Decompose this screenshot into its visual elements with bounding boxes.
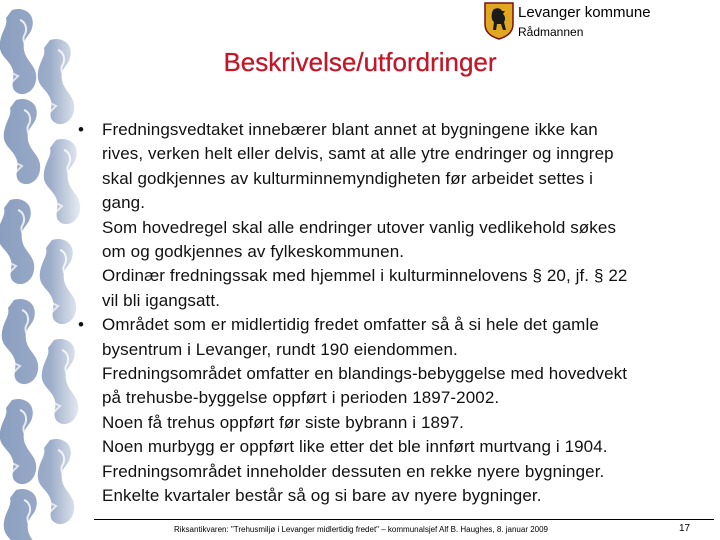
- bullet-line: på trehusbe-byggelse oppført i perioden 1897-2002.: [102, 388, 500, 408]
- bullet-line: Fredningsområdet omfatter en blandings-bebyggelse med hovedvekt: [102, 364, 628, 384]
- bullet-line: Fredningsområdet inneholder dessuten en rekke nyere bygninger.: [102, 461, 605, 481]
- bullet-line: gang.: [102, 193, 146, 213]
- bullet-line: Noen murbygg er oppført like etter det ble innført murtvang i 1904.: [102, 437, 608, 457]
- bullet-line: Fredningsvedtaket innebærer blant annet at bygningene ikke kan: [102, 120, 598, 139]
- bullet-line: vil bli igangsatt.: [102, 290, 221, 310]
- bullet-line: Ordinær fredningssak med hjemmel i kulturminnelovens § 20, jf. § 22: [102, 266, 628, 286]
- bullet-marker: •: [78, 120, 84, 139]
- slide-content: [78, 118, 718, 509]
- bullet-line: Området som er midlertidig fredet omfatter så å si hele det gamle: [102, 315, 599, 335]
- bullet-line: om og godkjennes av fylkeskommunen.: [102, 242, 405, 262]
- bullet-line: Enkelte kvartaler består så og si bare av nyere bygninger.: [102, 486, 542, 506]
- bullet-line: Noen få trehus oppført før siste bybrann i 1897.: [102, 412, 464, 432]
- bullet-line: skal godkjennes av kulturminnemyndigheten før arbeidet settes i: [102, 168, 594, 188]
- footer-divider: [94, 519, 714, 520]
- bullet-line: bysentrum i Levanger, rundt 190 eiendommen.: [102, 339, 458, 359]
- organization-subtitle: Rådmannen: [518, 25, 584, 39]
- organization-name: Levanger kommune: [518, 4, 651, 21]
- bullet-line: Som hovedregel skal alle endringer utover vanlig vedlikehold søkes: [102, 217, 617, 237]
- bullet-marker: •: [78, 315, 84, 335]
- page-number: 17: [679, 523, 691, 534]
- slide-title: Beskrivelse/utfordringer: [223, 47, 497, 77]
- heraldic-lion-pattern-icon: [0, 0, 90, 540]
- lion-shield-icon: [484, 2, 514, 40]
- bullet-item: [78, 313, 718, 508]
- footer-citation: Riksantikvaren: "Trehusmiljø i Levanger midlertidig fredet" – kommunalsjef Alf B. Haughes, 8. januar 2009: [174, 525, 549, 534]
- bullet-item: [78, 118, 718, 313]
- bullet-line: rives, verken helt eller delvis, samt at alle ytre endringer og inngrep: [102, 144, 614, 164]
